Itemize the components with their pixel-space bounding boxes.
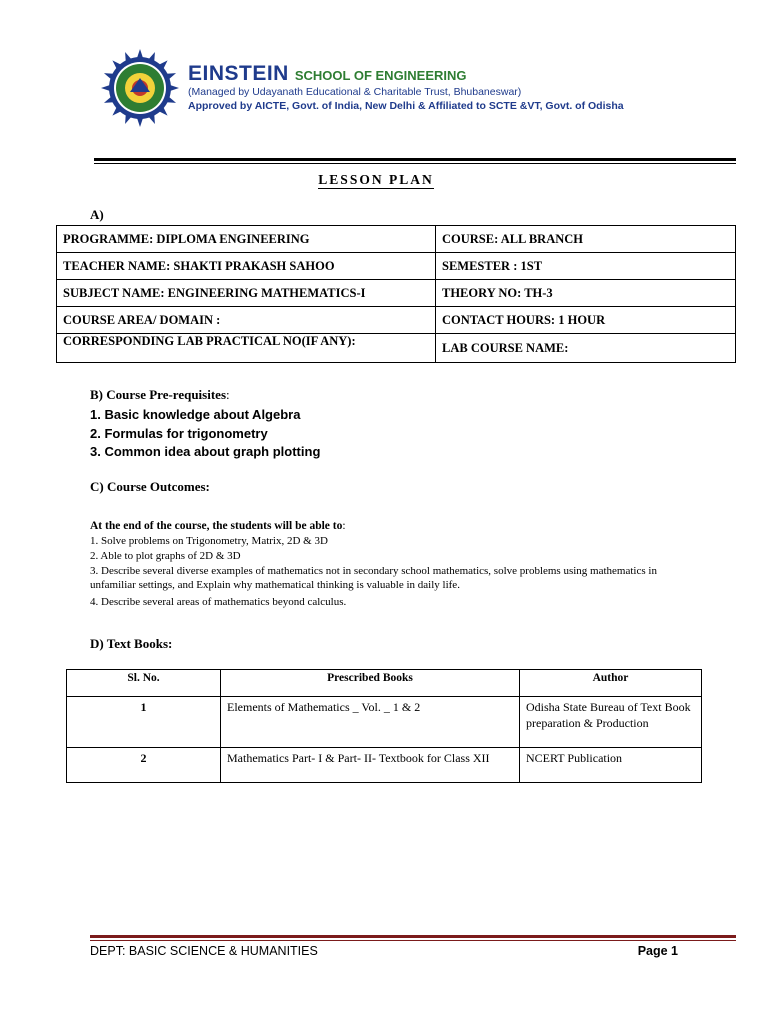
column-header-prescribed-books: Prescribed Books <box>221 670 520 697</box>
outcomes-intro-text: At the end of the course, the students will be able to <box>90 520 343 532</box>
footer-divider-thin <box>90 940 736 941</box>
outcome-item: 1. Solve problems on Trigonometry, Matrix, 2D & 3D <box>90 535 328 547</box>
section-b-label-text: B) Course Pre-requisites <box>90 387 226 402</box>
course-info-table <box>56 225 736 363</box>
institute-name-sub: SCHOOL OF ENGINEERING <box>294 68 467 83</box>
section-b-label <box>90 387 230 403</box>
outcomes-intro-colon: : <box>342 520 346 532</box>
info-cell: THEORY NO: TH-3 <box>436 280 736 307</box>
book-sl-no: 1 <box>67 697 221 748</box>
section-a-label: A) <box>90 207 104 222</box>
prerequisite-item: 2. Formulas for trigonometry <box>90 426 268 441</box>
prerequisite-item: 3. Common idea about graph plotting <box>90 444 321 459</box>
info-cell: TEACHER NAME: SHAKTI PRAKASH SAHOO <box>57 253 436 280</box>
book-title: Mathematics Part- I & Part- II- Textbook for Class XII <box>221 748 520 783</box>
outcomes-intro <box>90 520 346 532</box>
info-cell: SEMESTER : 1ST <box>436 253 736 280</box>
column-header-sl-no: Sl. No. <box>67 670 221 697</box>
table-row <box>67 697 702 748</box>
approval-text: Approved by AICTE, Govt. of India, New Delhi & Affiliated to SCTE &VT, Govt. of Odisha <box>188 100 624 112</box>
info-cell: CONTACT HOURS: 1 HOUR <box>436 307 736 334</box>
table-row <box>57 253 736 280</box>
footer-department: DEPT: BASIC SCIENCE & HUMANITIES <box>90 944 318 958</box>
outcome-item: 4. Describe several areas of mathematics beyond calculus. <box>90 596 347 608</box>
book-author: Odisha State Bureau of Text Book preparation & Production <box>520 697 702 748</box>
table-header-row <box>67 670 702 697</box>
outcome-item: 3. Describe several diverse examples of mathematics not in secondary school mathematics, solve problems using mathematics in unfamiliar settings, and Explain why mathematical thinking is valuable in daily life. <box>90 565 657 591</box>
document-title-wrap <box>0 172 752 188</box>
book-title: Elements of Mathematics _ Vol. _ 1 & 2 <box>221 697 520 748</box>
prerequisite-item: 1. Basic knowledge about Algebra <box>90 407 301 422</box>
outcome-item: 2. Able to plot graphs of 2D & 3D <box>90 550 241 562</box>
info-cell: COURSE AREA/ DOMAIN : <box>57 307 436 334</box>
info-cell: COURSE: ALL BRANCH <box>436 226 736 253</box>
text-books-table <box>66 669 702 783</box>
info-cell: CORRESPONDING LAB PRACTICAL NO(IF ANY): <box>57 334 436 363</box>
section-d-label: D) Text Books: <box>90 636 173 651</box>
section-c-label: C) Course Outcomes: <box>90 479 210 494</box>
table-row <box>67 748 702 783</box>
section-b-colon: : <box>226 387 230 402</box>
column-header-author: Author <box>520 670 702 697</box>
book-author: NCERT Publication <box>520 748 702 783</box>
institute-name <box>188 62 467 86</box>
document-title: LESSON PLAN <box>318 172 434 187</box>
table-row <box>57 226 736 253</box>
institute-seal-icon <box>100 48 180 128</box>
table-row <box>57 280 736 307</box>
info-cell: LAB COURSE NAME: <box>436 334 736 363</box>
header-divider-thin <box>94 163 736 164</box>
institute-name-main: EINSTEIN <box>188 62 289 85</box>
table-row <box>57 334 736 363</box>
footer-page-number: Page 1 <box>637 944 678 958</box>
book-sl-no: 2 <box>67 748 221 783</box>
table-row <box>57 307 736 334</box>
info-cell: PROGRAMME: DIPLOMA ENGINEERING <box>57 226 436 253</box>
managed-by-text: (Managed by Udayanath Educational & Charitable Trust, Bhubaneswar) <box>188 86 522 98</box>
footer-divider <box>90 935 736 938</box>
info-cell: SUBJECT NAME: ENGINEERING MATHEMATICS-I <box>57 280 436 307</box>
header-divider <box>94 158 736 161</box>
